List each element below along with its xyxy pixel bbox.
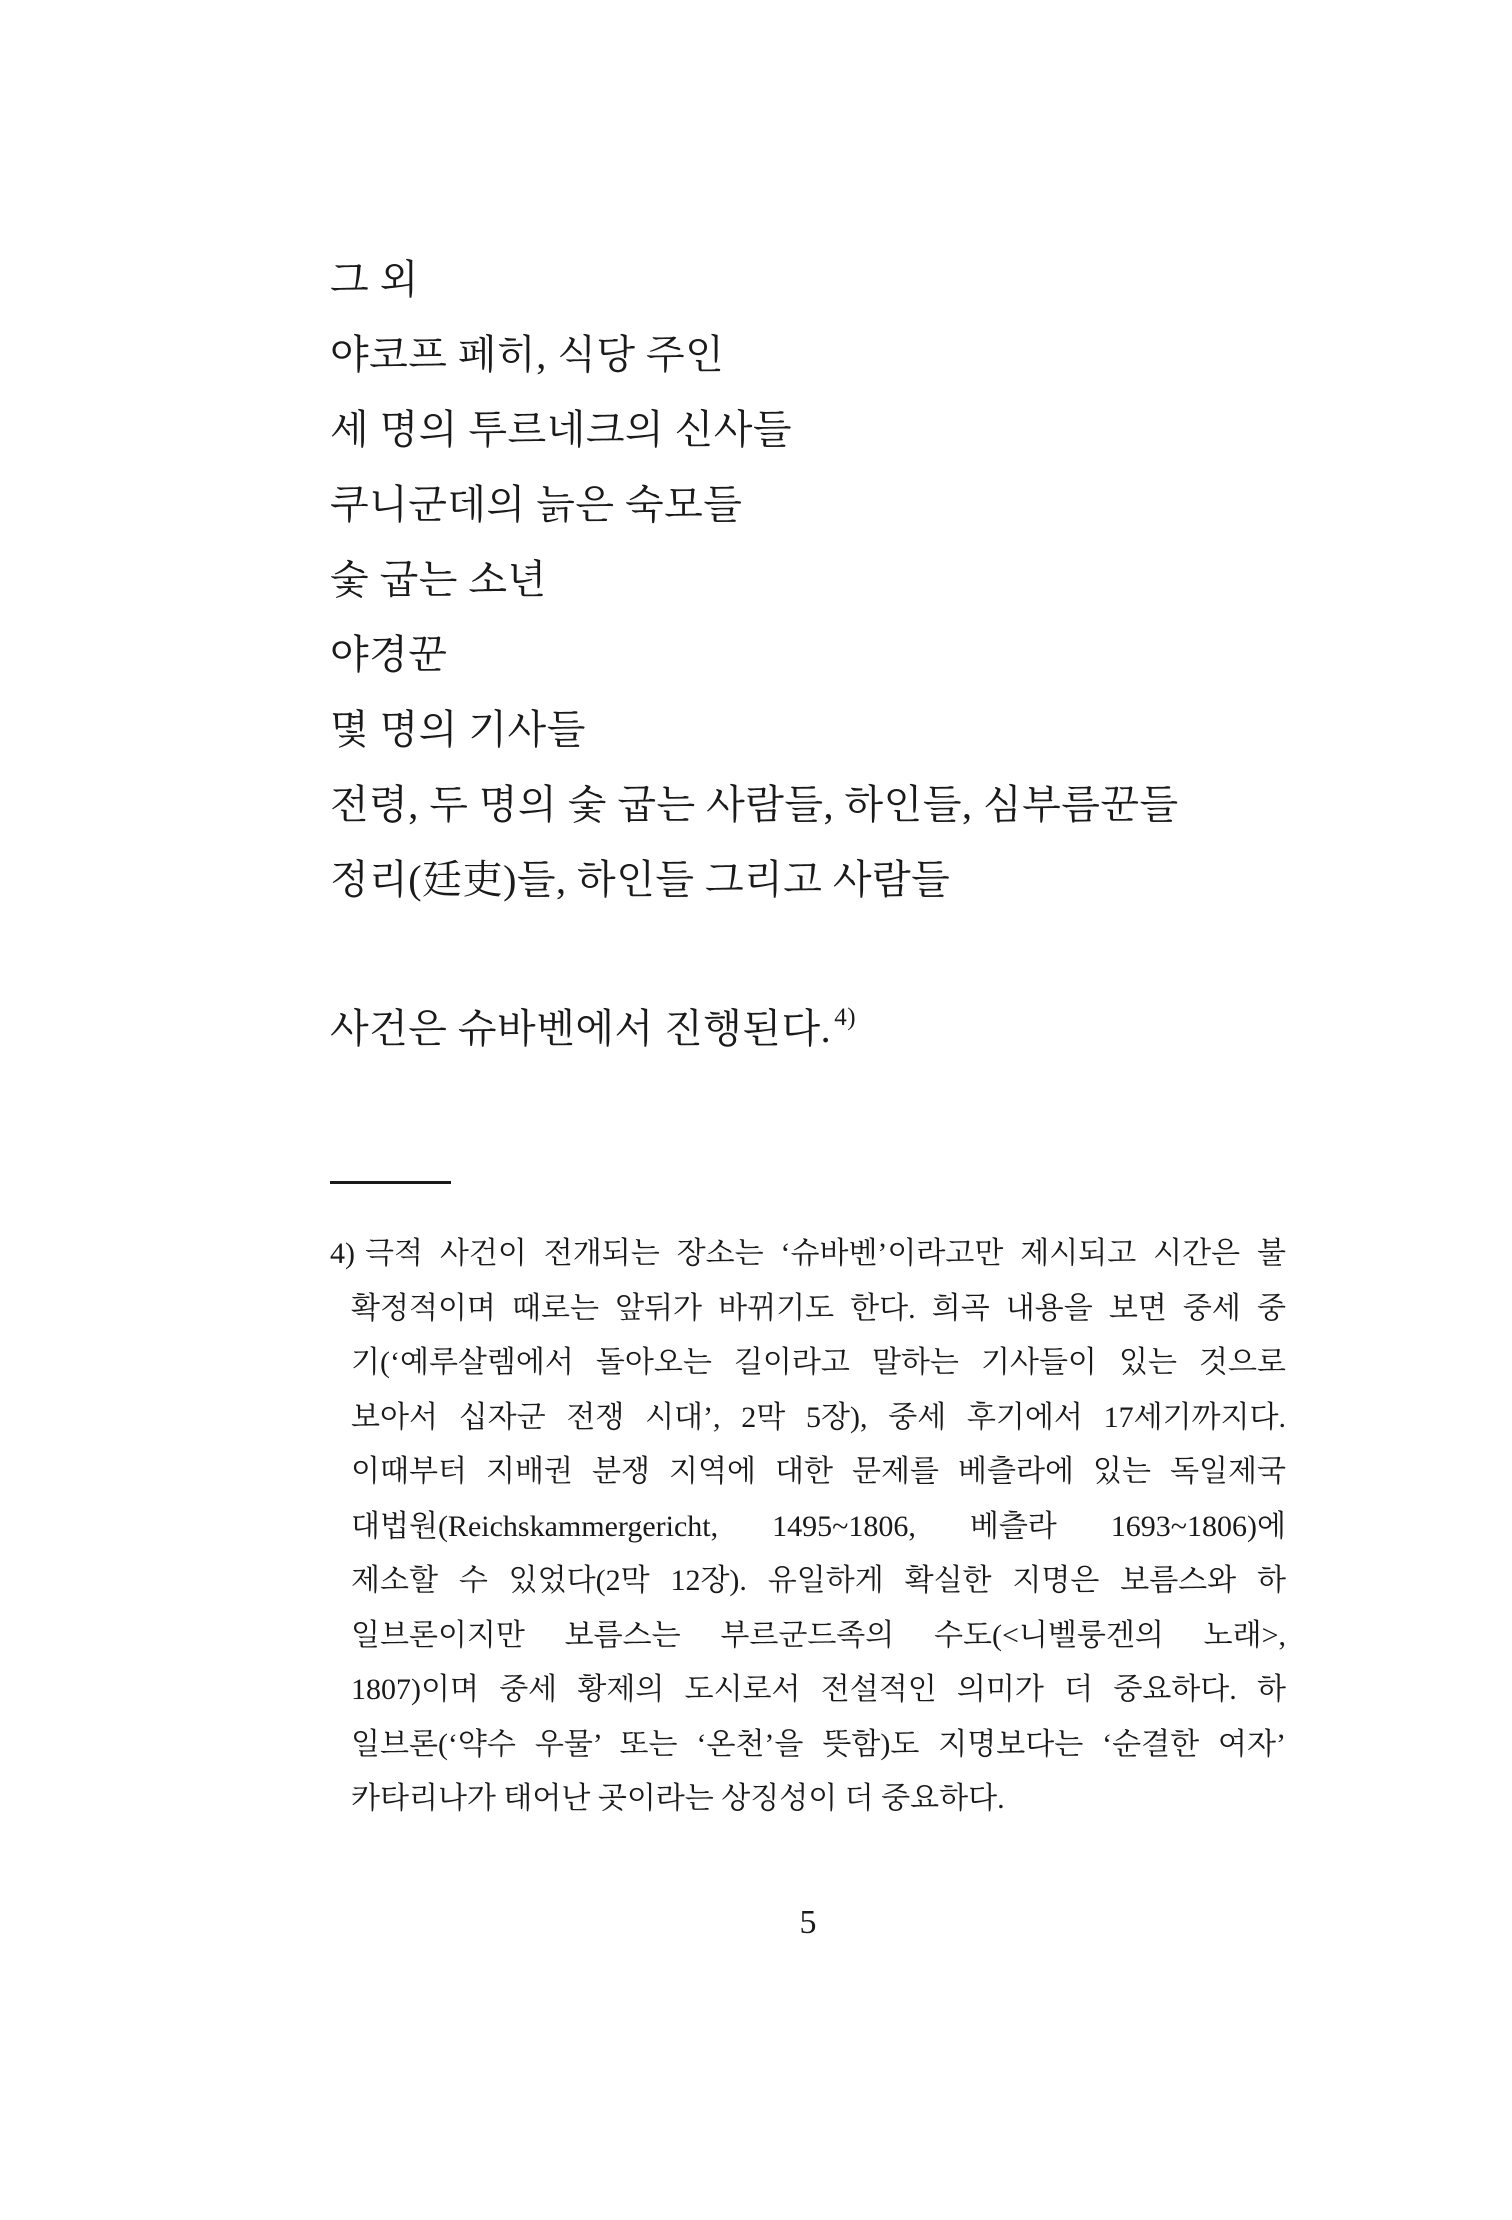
cast-line: 숯 굽는 소년 [330,557,547,602]
cast-list [330,242,1286,917]
setting-text: 사건은 슈바벤에서 진행된다. [330,1006,832,1051]
cast-line: 야경꾼 [330,632,448,677]
footnote-line [330,1227,1286,1282]
footnote-text: 극적 사건이 전개되는 장소는 ‘슈바벤’이라고만 제시되고 시간은 불 [365,1237,1286,1270]
footnote-line: 일브론이지만 보름스는 부르군드족의 수도(<니벨룽겐의 노래>, [351,1618,1286,1652]
footnote-line: 일브론(‘약수 우물’ 또는 ‘온천’을 뜻함)도 지명보다는 ‘순결한 여자’ [351,1727,1286,1761]
cast-line: 몇 명의 기사들 [330,707,586,752]
cast-line: 쿠니군데의 늙은 숙모들 [330,482,743,527]
footnote-line: 제소할 수 있었다(2막 12장). 유일하게 확실한 지명은 보름스와 하 [351,1564,1286,1597]
cast-line: 전령, 두 명의 숯 굽는 사람들, 하인들, 심부름꾼들 [330,782,1179,827]
footnote [330,1227,1286,1827]
page-number: 5 [799,1904,817,1941]
setting-line [330,991,1286,1072]
cast-line: 야코프 페히, 식당 주인 [330,332,725,377]
cast-line: 정리(廷吏)들, 하인들 그리고 사람들 [330,857,951,902]
footnote-line: 대법원(Reichskammergericht, 1495~1806, 베츨라 1693~1806)에 [351,1509,1286,1543]
footnote-line: 보아서 십자군 전쟁 시대’, 2막 5장), 중세 후기에서 17세기까지다. [351,1400,1286,1434]
footnote-line: 기(‘예루살렘에서 돌아오는 길이라고 말하는 기사들이 있는 것으로 [351,1346,1286,1379]
cast-line: 세 명의 투르네크의 신사들 [330,407,793,452]
footnote-divider [330,1181,451,1184]
footnote-marker: 4) [330,1237,355,1270]
footnote-line: 1807)이며 중세 황제의 도시로서 전설적인 의미가 더 중요하다. 하 [351,1673,1286,1706]
footnote-line: 카타리나가 태어난 곳이라는 상징성이 더 중요하다. [351,1782,1005,1815]
footnote-line: 이때부터 지배권 분쟁 지역에 대한 문제를 베츨라에 있는 독일제국 [351,1455,1286,1488]
footnote-ref-superscript: 4) [834,1004,857,1031]
footnote-line: 확정적이며 때로는 앞뒤가 바뀌기도 한다. 희곡 내용을 보면 중세 중 [351,1291,1286,1325]
cast-line: 그 외 [330,257,419,302]
